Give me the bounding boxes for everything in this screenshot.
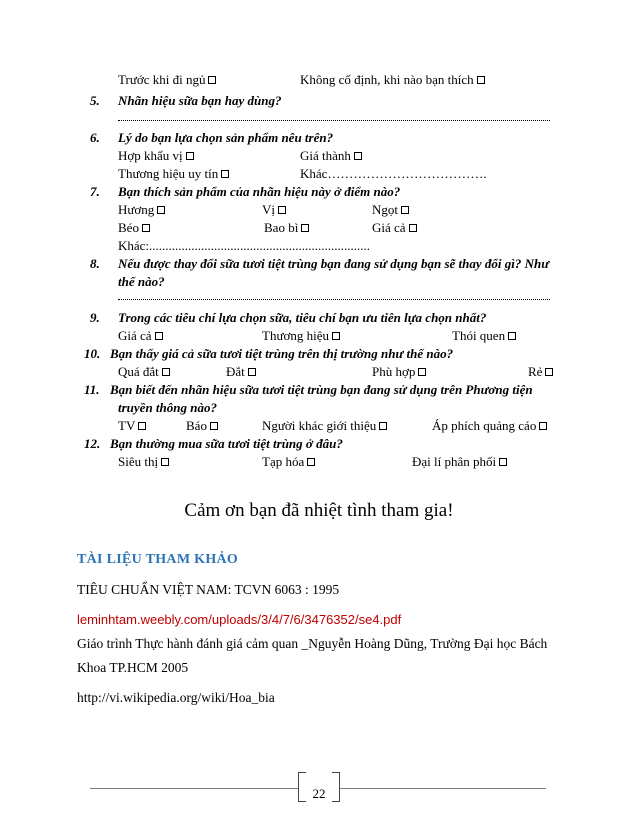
- checkbox[interactable]: [354, 152, 362, 160]
- question-11-line2: truyền thông nào?: [118, 400, 217, 415]
- checkbox[interactable]: [162, 368, 170, 376]
- q7-option-fatty: Béo: [118, 220, 150, 236]
- checkbox[interactable]: [208, 76, 216, 84]
- checkbox[interactable]: [248, 368, 256, 376]
- question-6-number: 6.: [90, 130, 100, 145]
- question-7-number: 7.: [90, 184, 100, 199]
- q7-option-other[interactable]: Khác:....................................................................: [118, 238, 371, 253]
- question-12-number: 12.: [84, 436, 101, 451]
- answer-line-8[interactable]: [118, 299, 550, 300]
- q12-option-supermarket: Siêu thị: [118, 454, 169, 470]
- checkbox[interactable]: [332, 332, 340, 340]
- question-11-line1: Bạn biết đến nhãn hiệu sữa tươi tiệt trùng bạn đang sử dụng trên Phương tiện: [110, 382, 533, 397]
- q9-option-price: Giá cả: [118, 328, 163, 344]
- q7-option-flavor: Vị: [262, 202, 286, 218]
- q9-option-habit: Thói quen: [452, 328, 516, 344]
- checkbox[interactable]: [138, 422, 146, 430]
- question-5: Nhãn hiệu sữa bạn hay dùng?: [118, 93, 282, 108]
- checkbox[interactable]: [155, 332, 163, 340]
- q11-option-poster: Áp phích quảng cáo: [432, 418, 547, 434]
- q11-option-newspaper: Báo: [186, 418, 218, 434]
- checkbox[interactable]: [307, 458, 315, 466]
- checkbox[interactable]: [545, 368, 553, 376]
- checkbox[interactable]: [499, 458, 507, 466]
- q10-option-too-expensive: Quá đắt: [118, 364, 170, 380]
- checkbox[interactable]: [477, 76, 485, 84]
- checkbox[interactable]: [508, 332, 516, 340]
- references-heading: TÀI LIỆU THAM KHẢO: [77, 552, 239, 567]
- checkbox[interactable]: [210, 422, 218, 430]
- question-8-line2: thế nào?: [118, 274, 165, 289]
- checkbox[interactable]: [409, 224, 417, 232]
- question-9: Trong các tiêu chí lựa chọn sữa, tiêu chí bạn ưu tiên lựa chọn nhất?: [118, 310, 487, 325]
- q6-option-taste: Hợp khẩu vị: [118, 148, 194, 164]
- checkbox[interactable]: [301, 224, 309, 232]
- checkbox[interactable]: [418, 368, 426, 376]
- q6-option-other[interactable]: Khác……………………………….: [300, 166, 487, 181]
- question-12: Bạn thường mua sữa tươi tiệt trùng ở đâu?: [110, 436, 343, 451]
- q12-option-distributor: Đại lí phân phối: [412, 454, 507, 470]
- q4-option-before-sleep: Trước khi đi ngủ: [118, 72, 216, 88]
- q12-option-grocery: Tạp hóa: [262, 454, 315, 470]
- q7-option-price: Giá cả: [372, 220, 417, 236]
- q6-option-price: Giá thành: [300, 148, 362, 164]
- question-9-number: 9.: [90, 310, 100, 325]
- question-6: Lý do bạn lựa chọn sản phẩm nêu trên?: [118, 130, 334, 145]
- checkbox[interactable]: [142, 224, 150, 232]
- reference-link-pdf[interactable]: leminhtam.weebly.com/uploads/3/4/7/6/3476352/se4.pdf: [77, 612, 402, 627]
- question-8-number: 8.: [90, 256, 100, 271]
- checkbox[interactable]: [278, 206, 286, 214]
- q7-option-packaging: Bao bì: [264, 220, 309, 236]
- q11-option-tv: TV: [118, 418, 146, 434]
- reference-textbook-line2: Khoa TP.HCM 2005: [77, 660, 189, 675]
- reference-wikipedia[interactable]: http://vi.wikipedia.org/wiki/Hoa_bia: [77, 690, 275, 705]
- question-10: Bạn thấy giá cả sữa tươi tiệt trùng trên thị trường như thế nào?: [110, 346, 454, 361]
- answer-line-5[interactable]: [118, 120, 550, 121]
- question-11-number: 11.: [84, 382, 100, 397]
- checkbox[interactable]: [157, 206, 165, 214]
- q9-option-brand: Thương hiệu: [262, 328, 340, 344]
- checkbox[interactable]: [161, 458, 169, 466]
- q7-option-sweet: Ngọt: [372, 202, 409, 218]
- question-10-number: 10.: [84, 346, 101, 361]
- q6-option-brand: Thương hiệu uy tín: [118, 166, 229, 182]
- q4-option-anytime: Không cố định, khi nào bạn thích: [300, 72, 485, 88]
- q10-option-expensive: Đắt: [226, 364, 256, 380]
- page-number: 22: [312, 786, 326, 801]
- question-7: Bạn thích sản phẩm của nhãn hiệu này ở điểm nào?: [118, 184, 401, 199]
- q7-option-aroma: Hương: [118, 202, 165, 218]
- question-5-number: 5.: [90, 93, 100, 108]
- checkbox[interactable]: [221, 170, 229, 178]
- q10-option-cheap: Rẻ: [528, 364, 553, 380]
- question-8-line1: Nếu được thay đổi sữa tươi tiệt trùng bạn đang sử dụng bạn sẽ thay đổi gì? Như: [118, 256, 550, 271]
- checkbox[interactable]: [186, 152, 194, 160]
- reference-tcvn: TIÊU CHUẨN VIỆT NAM: TCVN 6063 : 1995: [77, 582, 340, 597]
- q10-option-reasonable: Phù hợp: [372, 364, 426, 380]
- footer-rule-right: [340, 788, 546, 789]
- q11-option-referral: Người khác giới thiệu: [262, 418, 387, 434]
- checkbox[interactable]: [401, 206, 409, 214]
- footer-rule-left: [90, 788, 298, 789]
- checkbox[interactable]: [539, 422, 547, 430]
- thank-you-message: Cảm ơn bạn đã nhiệt tình tham gia!: [184, 500, 454, 521]
- checkbox[interactable]: [379, 422, 387, 430]
- reference-textbook-line1: Giáo trình Thực hành đánh giá cảm quan _Nguyễn Hoàng Dũng, Trường Đại học Bách: [77, 636, 548, 651]
